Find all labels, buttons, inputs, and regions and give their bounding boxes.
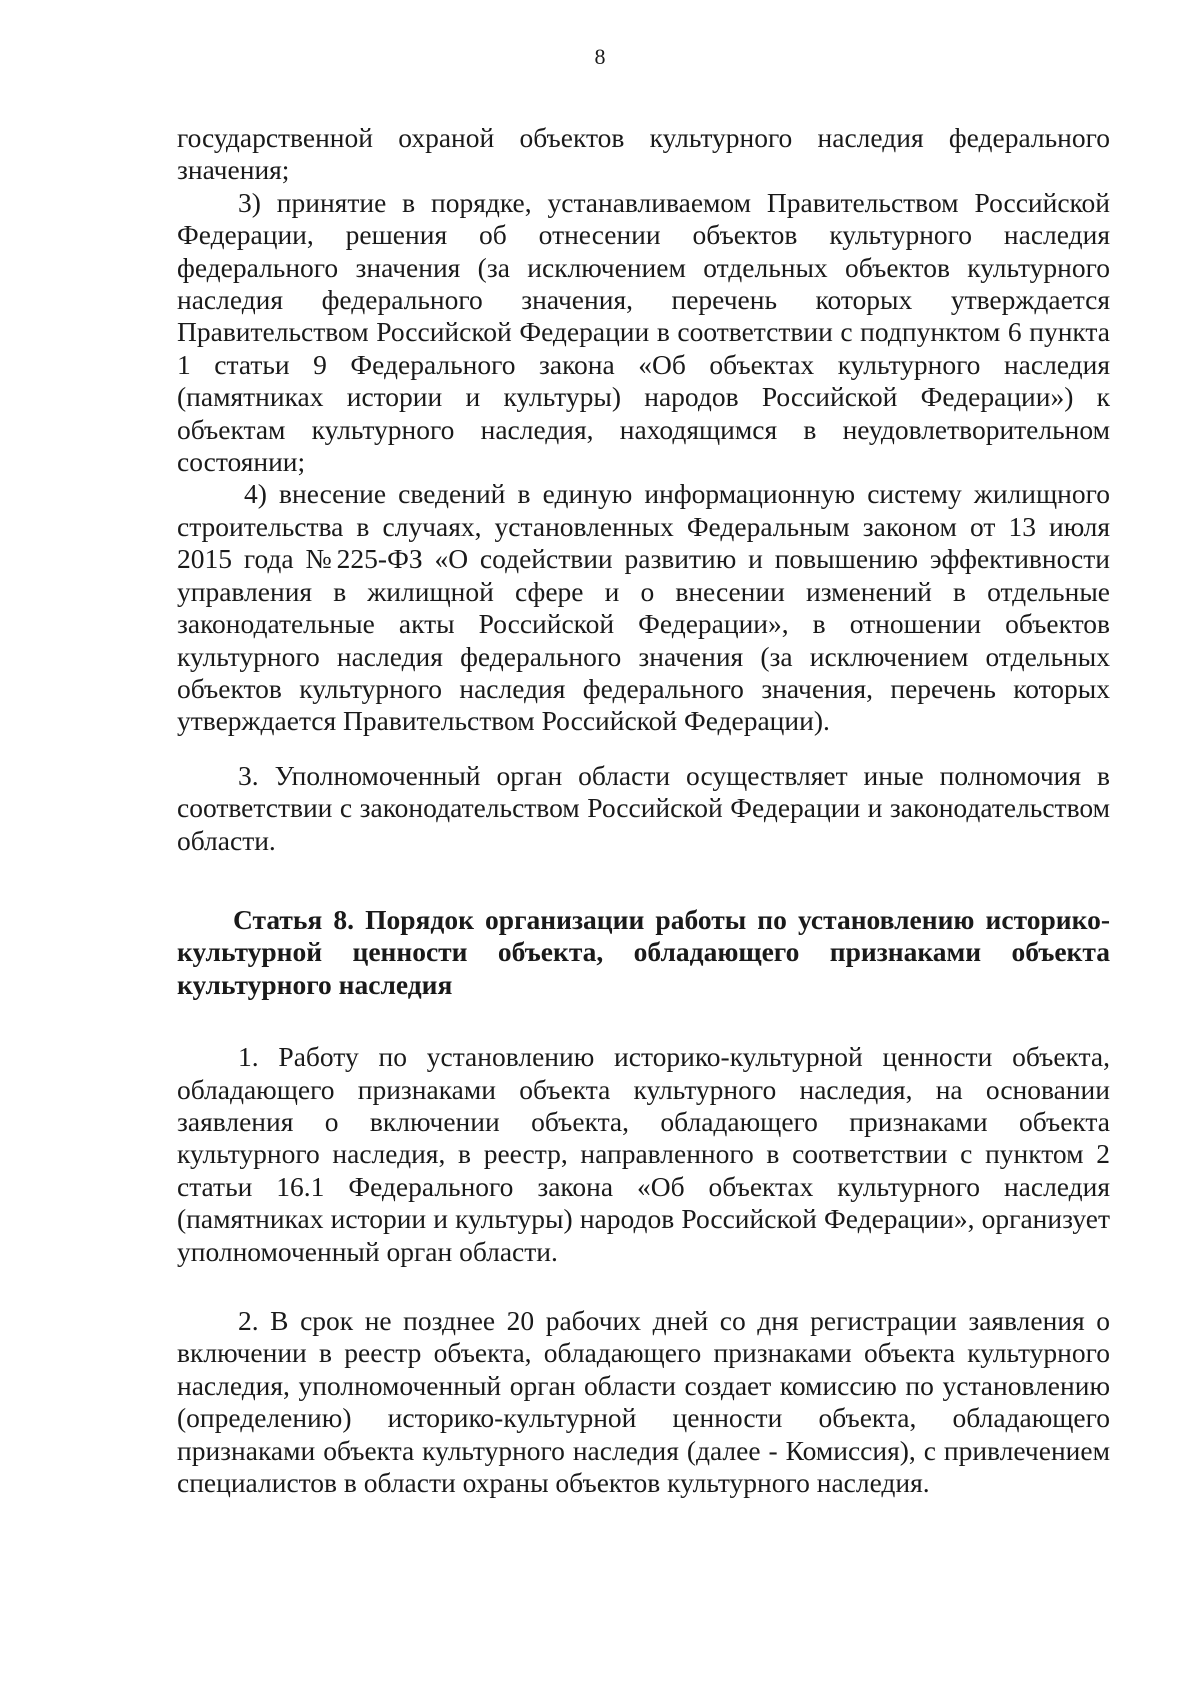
article-point-1: 1. Работу по установлению историко-культурной ценности объекта, обладающего признаками объекта культурного наследия, на основании заявления о включении объекта, обладающего признаками объекта культурного наследия, в реестр, направленного в соответствии с пунктом 2 статьи 16.1 Федерального закона «Об объектах культурного наследия (памятниках истории и культуры) народов Российской Федерации», организует уполномоченный орган области.: [177, 1041, 1110, 1267]
document-body: [177, 122, 1110, 1499]
page-number: 8: [594, 44, 606, 69]
paragraph-item-3: 3) принятие в порядке, устанавливаемом Правительством Российской Федерации, решения об отнесении объектов культурного наследия федерального значения (за исключением отдельных объектов культурного наследия федерального значения, перечень которых утверждается Правительством Российской Федерации в соответствии с подпунктом 6 пункта 1 статьи 9 Федерального закона «Об объектах культурного наследия (памятниках истории и культуры) народов Российской Федерации») к объектам культурного наследия, находящимся в неудовлетворительном состоянии;: [177, 186, 1110, 478]
article-point-2: 2. В срок не позднее 20 рабочих дней со дня регистрации заявления о включении в реестр объекта, обладающего признаками объекта культурного наследия, уполномоченный орган области создает комиссию по установлению (определению) историко-культурной ценности объекта, обладающего признаками объекта культурного наследия (далее - Комиссия), с привлечением специалистов в области охраны объектов культурного наследия.: [177, 1305, 1110, 1499]
paragraph-continuation: государственной охраной объектов культурного наследия федерального значения;: [177, 122, 1110, 186]
paragraph-item-4: 4) внесение сведений в единую информационную систему жилищного строительства в случаях, установленных Федеральным законом от 13 июля 2015 года №225-ФЗ «О содействии развитию и повышению эффективности управления в жилищной сфере и о внесении изменений в отдельные законодательные акты Российской Федерации», в отношении объектов культурного наследия федерального значения (за исключением отдельных объектов культурного наследия федерального значения, перечень которых утверждается Правительством Российской Федерации).: [177, 478, 1110, 737]
paragraph-point-3: 3. Уполномоченный орган области осуществляет иные полномочия в соответствии с законодательством Российской Федерации и законодательством области.: [177, 759, 1110, 856]
article-heading: Статья 8. Порядок организации работы по установлению историко-культурной ценности объекта, обладающего признаками объекта культурного наследия: [177, 903, 1110, 1000]
